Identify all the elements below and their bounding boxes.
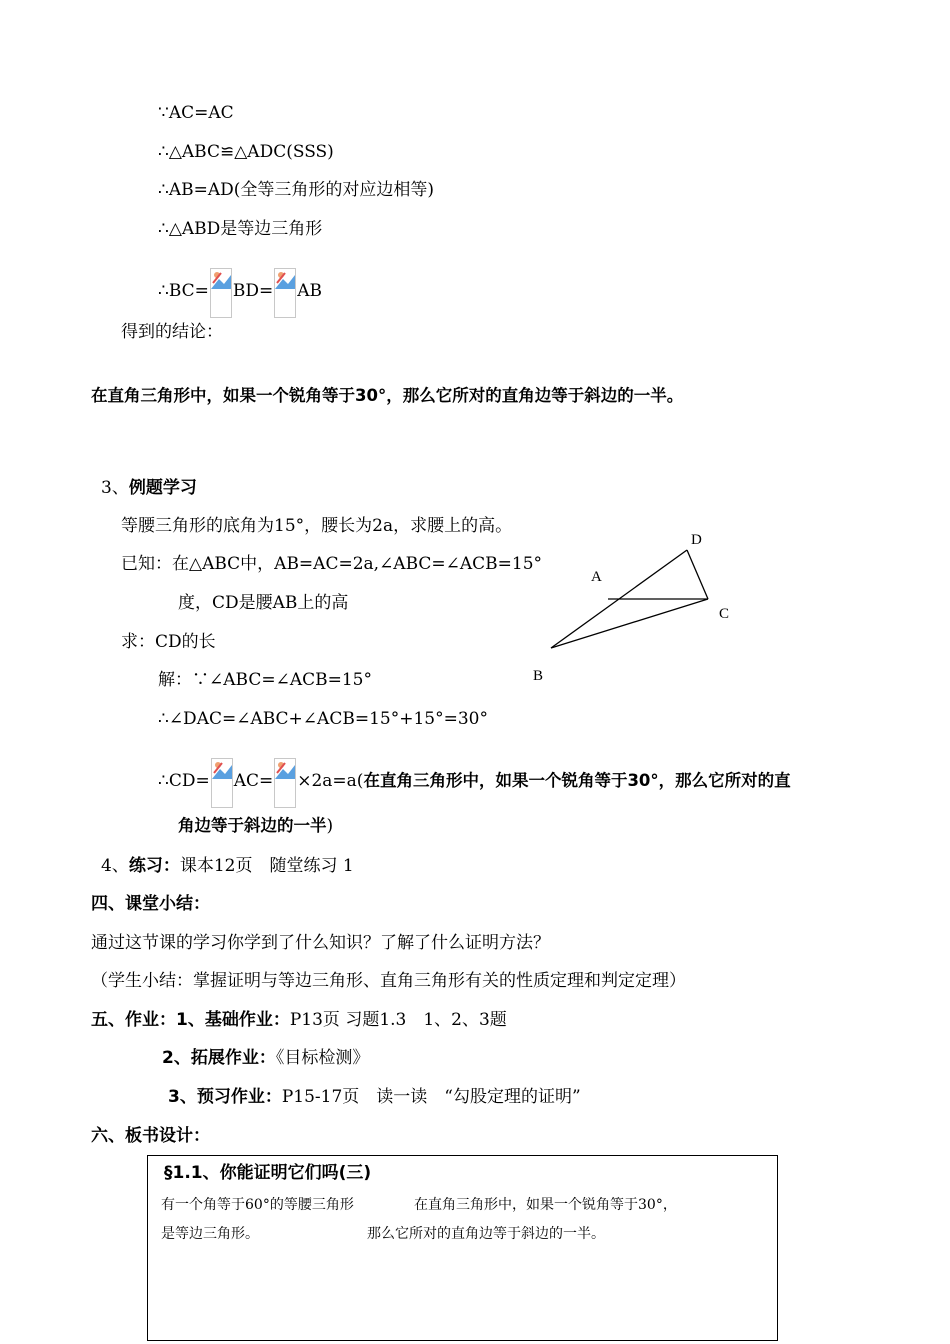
broken-image-icon (274, 758, 296, 808)
proof-line-5-part-a: ∴BC= (158, 281, 209, 301)
homework-3-label: 3、预习作业： (168, 1087, 282, 1107)
solution-line-4 (178, 815, 333, 837)
segment-DC (687, 550, 708, 599)
practice-num: 4、 (101, 856, 129, 876)
solution-line-4-part-a: 角边等于斜边的一半 (178, 816, 327, 835)
proof-line-1: ∵AC=AC (158, 103, 234, 123)
homework-2-text: 《目标检测》 (275, 1048, 370, 1068)
board-design-box (147, 1155, 778, 1341)
homework-heading: 五、作业： (91, 1010, 176, 1030)
board-left-line-1: 有一个角等于60°的等腰三角形 (161, 1197, 354, 1213)
solution-line-3 (158, 758, 791, 808)
homework-3-text: P15-17页 读一读 “勾股定理的证明” (281, 1087, 581, 1107)
example-heading (101, 477, 197, 499)
homework-line-3 (168, 1086, 581, 1108)
solution-line-1: 解：∵∠ABC=∠ACB=15° (158, 670, 372, 690)
solution-line-3-part-c: ×2a=a( (297, 771, 364, 791)
proof-line-5-part-b: BD= (232, 281, 274, 301)
practice-text: 课本12页 随堂练习 1 (179, 856, 354, 876)
conclusion-label: 得到的结论： (121, 322, 223, 342)
board-right-line-2: 那么它所对的直角边等于斜边的一半。 (367, 1226, 605, 1242)
solution-line-2: ∴∠DAC=∠ABC+∠ACB=15°+15°=30° (158, 709, 488, 729)
example-ask: 求：CD的长 (121, 632, 216, 652)
solution-line-3-part-a: ∴CD= (158, 771, 210, 791)
broken-image-icon (210, 268, 232, 318)
broken-image-icon (211, 758, 233, 808)
summary-question: 通过这节课的学习你学到了什么知识？了解了什么证明方法？ (91, 933, 550, 953)
proof-line-3: ∴AB=AD(全等三角形的对应边相等) (158, 180, 435, 200)
solution-line-4-part-b: ) (326, 816, 334, 836)
conclusion-text: 在直角三角形中，如果一个锐角等于30°，那么它所对的直角边等于斜边的一半。 (91, 386, 684, 405)
proof-line-5 (158, 268, 322, 318)
homework-1-text: P13页 习题1.3 1、2、3题 (289, 1010, 507, 1030)
figure-label-a: A (591, 569, 602, 585)
segment-BC (551, 599, 708, 648)
figure-label-b: B (533, 668, 544, 684)
practice-label: 练习： (128, 856, 180, 876)
board-title: §1.1、你能证明它们吗(三) (164, 1163, 372, 1183)
summary-heading: 四、课堂小结： (91, 894, 210, 914)
proof-line-2: ∴△ABC≌△ADC(SSS) (158, 142, 334, 162)
solution-line-3-part-d: 在直角三角形中，如果一个锐角等于30°，那么它所对的直 (363, 771, 791, 790)
board-right-line-1: 在直角三角形中，如果一个锐角等于30°， (414, 1197, 677, 1213)
example-problem: 等腰三角形的底角为15°，腰长为2a，求腰上的高。 (121, 516, 513, 536)
board-heading: 六、板书设计： (91, 1126, 210, 1146)
example-given-2: 度，CD是腰AB上的高 (178, 593, 349, 613)
homework-line-2 (162, 1047, 369, 1069)
triangle-figure (540, 540, 740, 660)
solution-line-3-part-b: AC= (233, 771, 274, 791)
figure-label-d: D (691, 532, 702, 548)
example-heading-num: 3、 (101, 478, 129, 498)
proof-line-5-part-c: AB (297, 281, 323, 301)
example-given-1: 已知：在△ABC中，AB=AC=2a,∠ABC=∠ACB=15° (121, 554, 543, 574)
broken-image-icon (274, 268, 296, 318)
board-left-line-2: 是等边三角形。 (161, 1226, 259, 1242)
practice-line (101, 855, 354, 877)
figure-label-c: C (719, 606, 730, 622)
homework-2-label: 2、拓展作业： (162, 1048, 276, 1068)
homework-1-label: 1、基础作业： (176, 1010, 290, 1030)
homework-line-1 (91, 1009, 507, 1031)
summary-answer: （学生小结：掌握证明与等边三角形、直角三角形有关的性质定理和判定定理） (91, 971, 686, 991)
example-heading-label: 例题学习 (128, 478, 197, 498)
proof-line-4: ∴△ABD是等边三角形 (158, 219, 323, 239)
